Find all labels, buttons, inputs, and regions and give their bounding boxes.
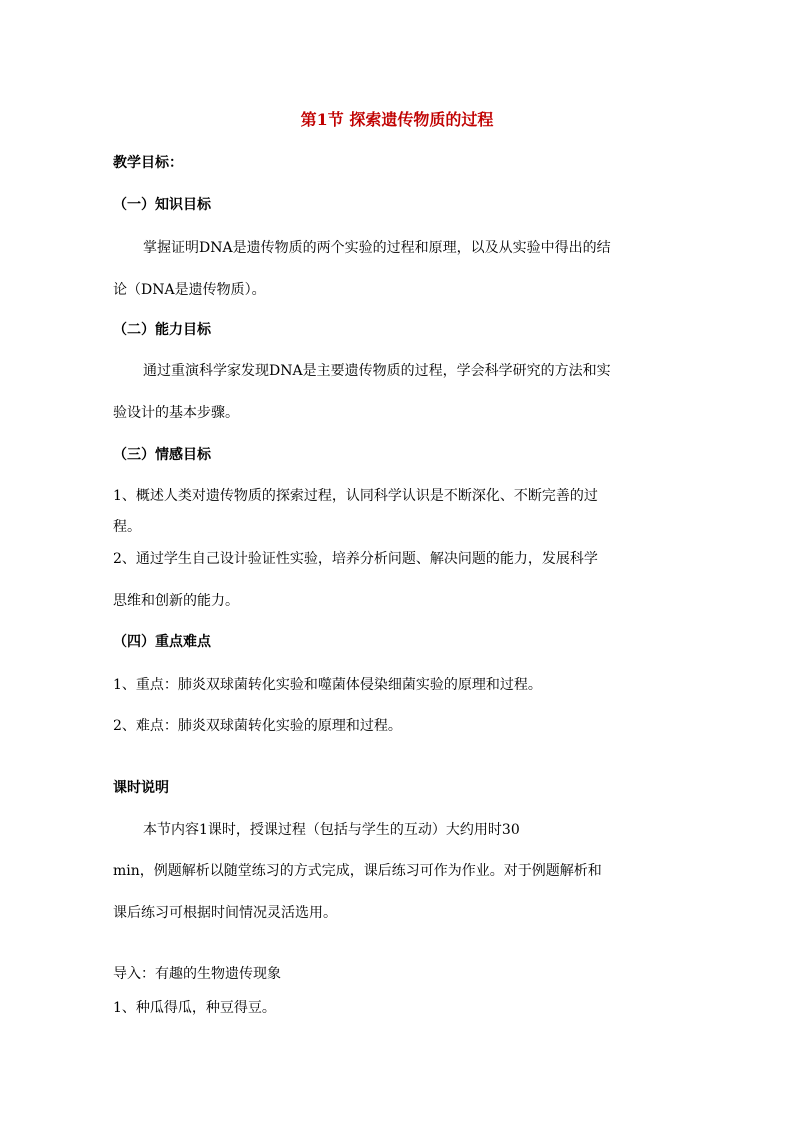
knowledge-goals-text-line1: 掌握证明DNA是遗传物质的两个实验的过程和原理，以及从实验中得出的结 [143, 240, 611, 256]
intro-item1: 1、种瓜得瓜，种豆得豆。 [113, 1000, 276, 1016]
page-title: 第1节 探索遗传物质的过程 [300, 110, 494, 129]
teaching-goals-heading: 教学目标： [113, 155, 183, 171]
key-point-item1: 1、重点：肺炎双球菌转化实验和噬菌体侵染细菌实验的原理和过程。 [113, 677, 542, 693]
knowledge-goals-text-line2: 论（DNA是遗传物质）。 [113, 282, 266, 298]
emotion-goal-item1-line2: 程。 [113, 519, 141, 535]
class-hours-text-line2: min，例题解析以随堂练习的方式完成，课后练习可作为作业。对于例题解析和 [113, 863, 602, 879]
emotion-goal-item2-line1: 2、通过学生自己设计验证性实验，培养分析问题、解决问题的能力，发展科学 [113, 551, 598, 567]
emotion-goals-heading: （三）情感目标 [113, 447, 211, 463]
class-hours-text-line1: 本节内容1课时，授课过程（包括与学生的互动）大约用时30 [143, 822, 520, 838]
ability-goals-heading: （二）能力目标 [113, 322, 211, 338]
key-point-item2: 2、难点：肺炎双球菌转化实验的原理和过程。 [113, 718, 402, 734]
intro-heading: 导入：有趣的生物遗传现象 [113, 966, 281, 982]
key-points-heading: （四）重点难点 [113, 634, 211, 650]
ability-goals-text-line2: 验设计的基本步骤。 [113, 405, 239, 421]
ability-goals-text-line1: 通过重演科学家发现DNA是主要遗传物质的过程，学会科学研究的方法和实 [143, 363, 611, 379]
emotion-goal-item1-line1: 1、概述人类对遗传物质的探索过程，认同科学认识是不断深化、不断完善的过 [113, 488, 598, 504]
class-hours-text-line3: 课后练习可根据时间情况灵活选用。 [113, 905, 337, 921]
class-hours-heading: 课时说明 [113, 780, 169, 796]
knowledge-goals-heading: （一）知识目标 [113, 197, 211, 213]
emotion-goal-item2-line2: 思维和创新的能力。 [113, 593, 239, 609]
